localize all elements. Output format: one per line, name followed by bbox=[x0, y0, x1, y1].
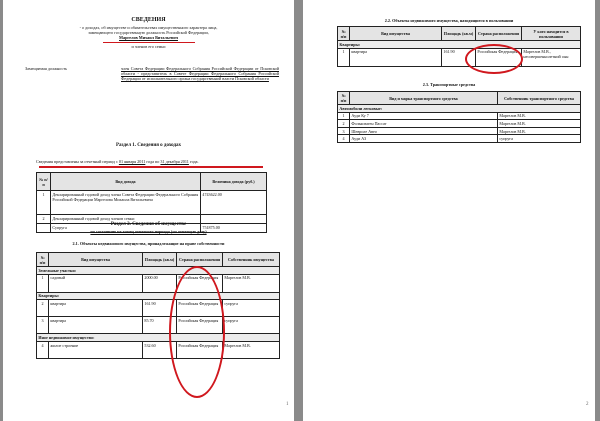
page-number: 2 bbox=[586, 402, 589, 407]
table-row: 2 квартира 161.90 Российская Федерация супруга bbox=[37, 300, 280, 317]
table-row: 4 Ауди А3 супруга bbox=[338, 135, 581, 143]
table-row: 1 Декларированный годовой доход члена Совета Федерации Федерального Собрания Российской Федерации Маргелова Михаила Витальевича 4743622.00 bbox=[37, 191, 267, 215]
period-underline-annotation bbox=[39, 166, 263, 168]
person-name: Маргелов Михаил Витальевич bbox=[119, 35, 178, 40]
used-property-table: № п/п Вид имущества Площадь (кв.м) Страна расположения У кого находится в пользовании Квартиры: 1 квартира 161.90 Российская Федерация Маргелов М.В., несовершеннолетний сын bbox=[337, 26, 581, 67]
document-page-2 bbox=[303, 0, 595, 421]
table-row: 1 садовый 2000.00 Российская Федерация Маргелов М.В. bbox=[37, 274, 280, 292]
group-cars: Автомобили легковые: bbox=[338, 105, 581, 113]
subsection-2-3-title: 2.3. Транспортные средства bbox=[422, 82, 476, 87]
subsection-2-1-title: 2.1. Объекты недвижимого имущества, принадлежащие на праве собственности bbox=[72, 241, 225, 246]
document-page-1 bbox=[3, 0, 294, 421]
vehicles-table: № п/п Вид и марка транспортного средства Собственник транспортного средства Автомобили легковые: 1 Ауди Ку 7 Маргелов М.В. 2 Фольксваген Пассат Маргелов М.В. 3 Шевроле Авео Маргелов М.В. 4 Ауди А3 супруга bbox=[337, 91, 581, 143]
group-other-property: Иное недвижимое имущество: bbox=[37, 334, 280, 342]
group-land: Земельные участки: bbox=[37, 267, 280, 275]
income-header-amount: Величина дохода (руб.) bbox=[201, 173, 267, 191]
table-row: 2 Фольксваген Пассат Маргелов М.В. bbox=[338, 120, 581, 128]
intro-line-3: и членов его семьи bbox=[131, 43, 166, 49]
income-header-num: № п/п bbox=[37, 173, 51, 191]
section-2-subtitle: по состоянию на конец отчетного периода (на отчетную дату) bbox=[90, 229, 207, 234]
country-annotation-ring bbox=[465, 44, 523, 74]
owned-property-table: № п/п Вид имущества Площадь (кв.м) Страна расположения Собственник имущества Земельные участки: 1 садовый 2000.00 Российская Федерация Маргелов М.В. Квартиры: 2 квартира 161.90 Российская Федерация супруга 3 квартира 85.70 Российская Федерация супруга Иное недвижимое имущество: 4 жилое строение 532.60 Российская Федерация Маргелов М.В. bbox=[36, 252, 280, 359]
intro-line-1: - о доходах, об имуществе и обязательствах имущественного характера лица, bbox=[79, 25, 218, 30]
table-row: 3 квартира 85.70 Российская Федерация супруга bbox=[37, 317, 280, 334]
position-text: член Совета Федерации Федерального Собрания Российской Федерации от Псковской области - представитель в Совете Федерации Федерального Собрания Российской Федерации от исполнительного органа государственной власти Псковской области bbox=[121, 66, 279, 82]
intro-line-2: замещающего государственную должность Российской Федерации, bbox=[88, 30, 209, 35]
doc-title: СВЕДЕНИЯ bbox=[131, 17, 166, 23]
section-2-title: Раздел 2. Сведения об имуществе bbox=[110, 222, 187, 227]
group-apartments: Квартиры: bbox=[338, 41, 581, 49]
table-row: Супруга 751875.00 bbox=[37, 224, 267, 233]
section-1-title: Раздел 1. Сведения о доходах bbox=[115, 143, 182, 148]
table-row: 1 Ауди Ку 7 Маргелов М.В. bbox=[338, 112, 581, 120]
position-label: Замещаемая должность bbox=[25, 66, 68, 71]
table-row: 4 жилое строение 532.60 Российская Федерация Маргелов М.В. bbox=[37, 341, 280, 358]
page-number: 1 bbox=[286, 402, 289, 407]
income-header-type: Вид дохода bbox=[51, 173, 201, 191]
reporting-period: Сведения представлены за отчетный период с 01 января 2011 года по 31 декабря 2011 года. bbox=[36, 159, 199, 164]
table-row: 3 Шевроле Авео Маргелов М.В. bbox=[338, 127, 581, 135]
group-apartments: Квартиры: bbox=[37, 292, 280, 300]
subsection-2-2-title: 2.2. Объекты недвижимого имущества, находящиеся в пользовании bbox=[384, 18, 514, 23]
table-row: 1 квартира 161.90 Российская Федерация Маргелов М.В., несовершеннолетний сын bbox=[338, 48, 581, 66]
country-column-annotation-ring bbox=[169, 266, 225, 398]
table-row: 2 Декларированный годовой доход членов семьи bbox=[37, 215, 267, 224]
